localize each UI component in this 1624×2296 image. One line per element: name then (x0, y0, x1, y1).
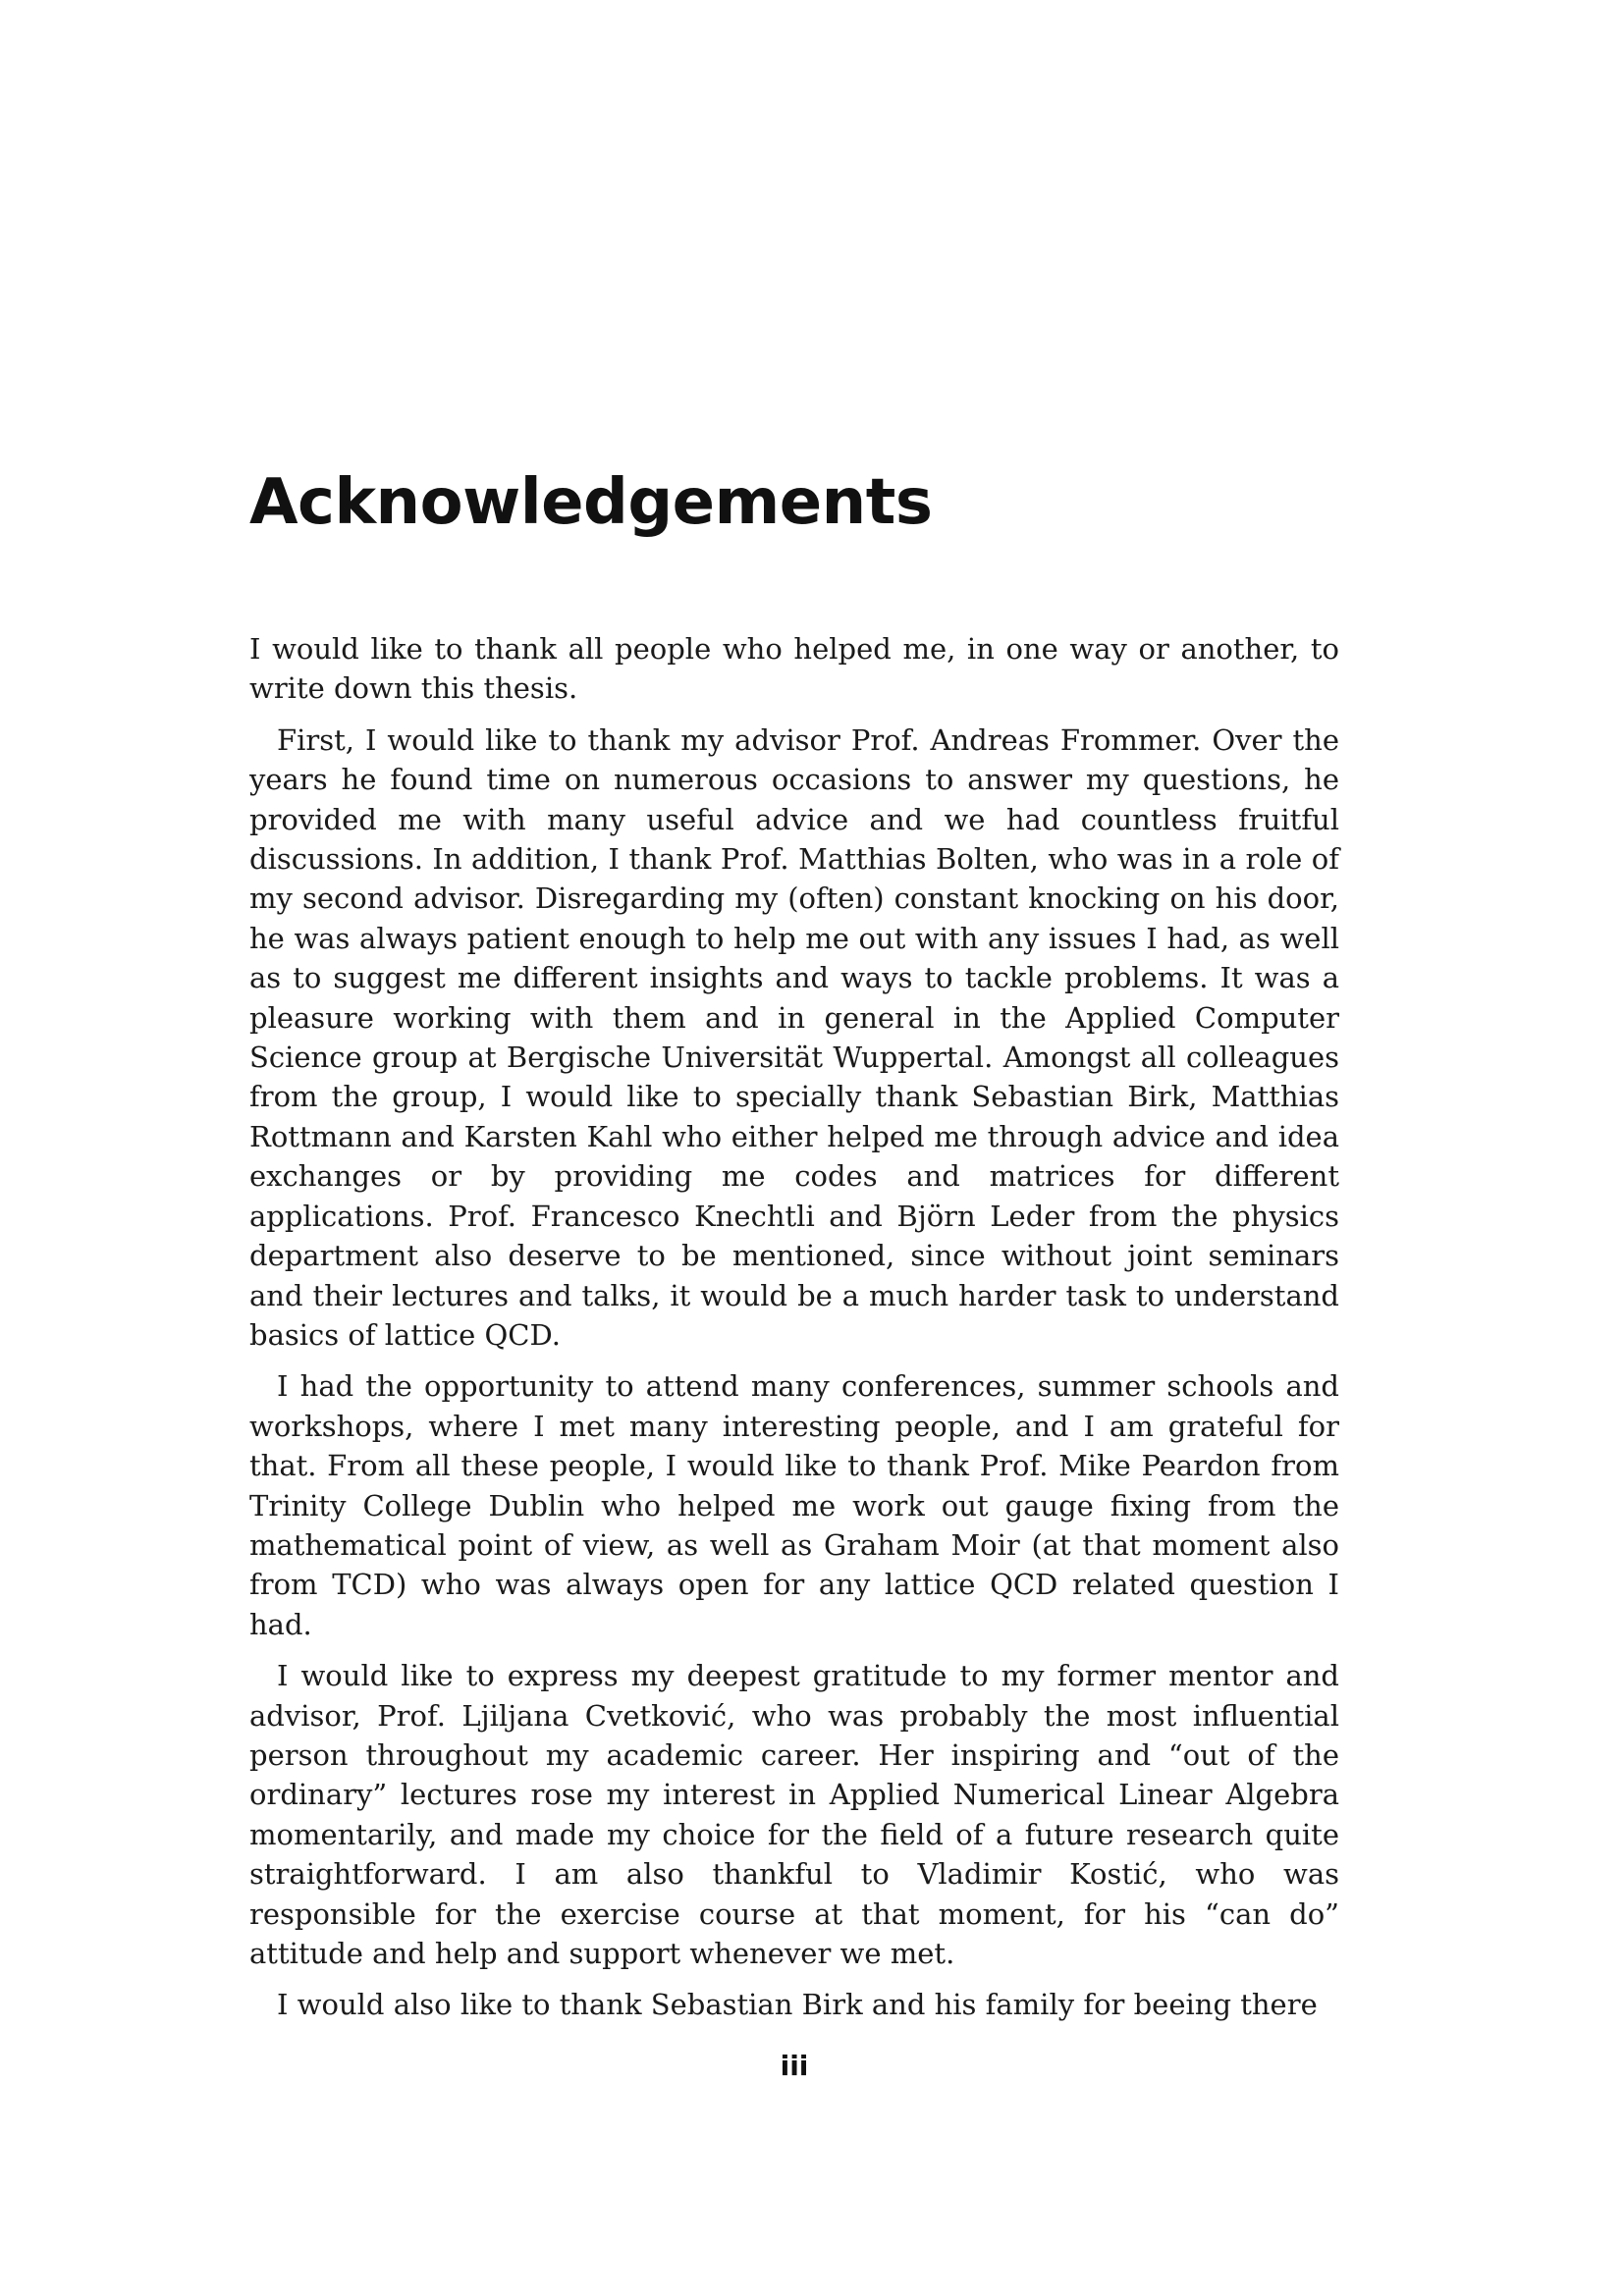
document-page (249, 0, 1339, 2296)
paragraph-family: I would also like to thank Sebastian Birk and his family for beeing there (277, 1988, 1318, 2022)
body-text (249, 629, 1339, 2037)
page-number: iii (780, 2050, 809, 2082)
paragraph-conferences: I had the opportunity to attend many conferences, summer schools and workshops, where I met many interesting people, and I am grateful for that. From all these people, I would like to thank Prof. Mike Peardon from Trinity College Dublin who helped me work out gauge fixing from the mathematical point of view, as well as Graham Moir (at that moment also from TCD) who was always open for any lattice QCD related question I had. (249, 1369, 1339, 1641)
chapter-title: Acknowledgements (249, 466, 933, 539)
paragraph-intro: I would like to thank all people who helped me, in one way or another, to write down this thesis. (249, 632, 1339, 706)
paragraph-advisors: First, I would like to thank my advisor Prof. Andreas Frommer. Over the years he found time on numerous occasions to answer my questions, he provided me with many useful advice and we had countless fruitful discussions. In addition, I thank Prof. Matthias Bolten, who was in a role of my second advisor. Disregarding my (often) constant knocking on his door, he was always patient enough to help me out with any issues I had, as well as to suggest me different insights and ways to tackle problems. It was a pleasure working with them and in general in the Applied Computer Science group at Bergische Universität Wuppertal. Amongst all colleagues from the group, I would like to specially thank Sebastian Birk, Matthias Rottmann and Karsten Kahl who either helped me through advice and idea exchanges or by providing me codes and matrices for different applications. Prof. Francesco Knechtli and Björn Leder from the physics department also deserve to be mentioned, since without joint seminars and their lectures and talks, it would be a much harder task to understand basics of lattice QCD. (249, 722, 1339, 1352)
paragraph-mentor: I would like to express my deepest gratitude to my former mentor and advisor, Prof. Ljiljana Cvetković, who was probably the most influential person throughout my academic career. Her inspiring and “out of the ordinary” lectures rose my interest in Applied Numerical Linear Algebra momentarily, and made my choice for the field of a future research quite straightforward. I am also thankful to Vladimir Kostić, who was responsible for the exercise course at that moment, for his “can do” attitude and help and support whenever we met. (249, 1659, 1339, 1970)
